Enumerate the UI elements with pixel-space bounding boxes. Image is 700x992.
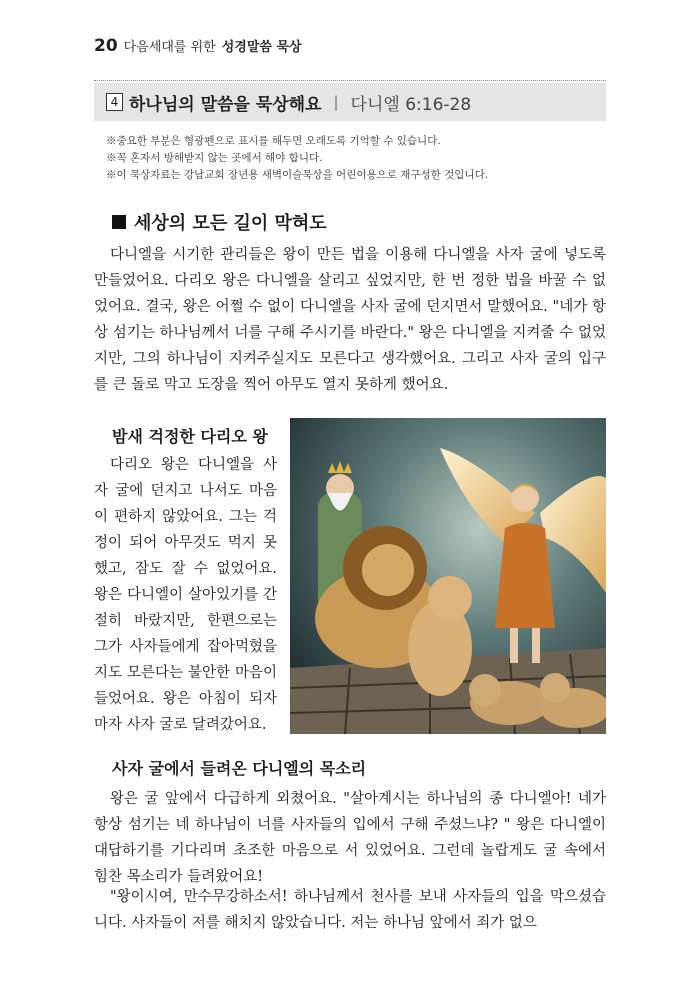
note-line: ※이 묵상자료는 강남교회 장년용 새벽이슬묵상을 어린이용으로 재구성한 것입니다. [106, 169, 489, 181]
black-square-icon [112, 215, 126, 229]
scripture-reference: 다니엘 6:16-28 [350, 94, 472, 115]
page-header [94, 36, 302, 56]
section-heading [112, 209, 327, 235]
title-bar [94, 83, 606, 121]
illustration-svg [290, 418, 606, 734]
paragraph: 다리오 왕은 다니엘을 사자 굴에 던지고 나서도 마음이 편하지 않았어요. 그는 걱정이 되어 아무것도 먹지 못했고, 잠도 잘 수 없었어요. 왕은 다니엘이 살아있기를 간절히 바랐지만, 한편으로는 그가 사자들에게 잡아먹혔을지도 모른다는 불안한 마음이 들었어요. 왕은 아침이 되자마자 사자 굴로 달려갔어요. [94, 457, 277, 733]
paragraph: 다니엘을 시기한 관리들은 왕이 만든 법을 이용해 다니엘을 사자 굴에 넣도록 만들었어요. 다리오 왕은 다니엘을 살리고 싶었지만, 한 번 정한 법을 바꿀 수 없었어요. 결국, 왕은 어쩔 수 없이 다니엘을 사자 굴에 던지면서 말했어요. "네가 항상 섬기는 하나님께서 너를 구해 주시기를 바란다." 왕은 다니엘을 지켜줄 수 없었지만, 그의 하나님이 지켜주실지도 모른다고 생각했어요. 그리고 사자 굴의 입구를 큰 돌로 막고 도장을 찍어 아무도 열지 못하게 했어요. [94, 247, 606, 393]
sub-heading: 밤새 걱정한 다리오 왕 [112, 427, 268, 446]
paragraph: "왕이시여, 만수무강하소서! 하나님께서 천사를 보내 사자들의 입을 막으셨습니다. 사자들이 저를 해치지 않았습니다. 저는 하나님 앞에서 죄가 없으 [94, 889, 606, 931]
chapter-number-box: 4 [106, 93, 123, 111]
paragraph: 왕은 굴 앞에서 다급하게 외쳤어요. "살아계시는 하나님의 종 다니엘아! 네가 항상 섬기는 네 하나님이 너를 사자들의 입에서 구해 주셨느냐? " 왕은 다니엘이 대답하기를 기다리며 초조한 마음으로 서 있었어요. 그런데 놀랍게도 굴 속에서 힘찬 목소리가 들려왔어요! [94, 791, 606, 885]
section-heading-text: 세상의 모든 길이 막혀도 [134, 213, 327, 234]
dotted-divider [94, 80, 606, 81]
title-separator: | [333, 93, 339, 111]
page-number: 20 [94, 36, 118, 56]
book-subtitle: 다음세대를 위한 [123, 40, 216, 55]
section-title: 하나님의 말씀을 묵상해요 [129, 94, 322, 115]
note-line: ※중요한 부분은 형광펜으로 표시를 해두면 오래도록 기억할 수 있습니다. [106, 135, 441, 147]
notes [106, 133, 606, 184]
angel-figure [495, 523, 555, 628]
daniel-lions-den-illustration [290, 418, 606, 734]
note-line: ※꼭 혼자서 방해받지 않는 곳에서 해야 합니다. [106, 152, 323, 164]
sub-heading: 사자 굴에서 들려온 다니엘의 목소리 [112, 759, 367, 778]
book-title: 성경말씀 묵상 [221, 40, 302, 55]
